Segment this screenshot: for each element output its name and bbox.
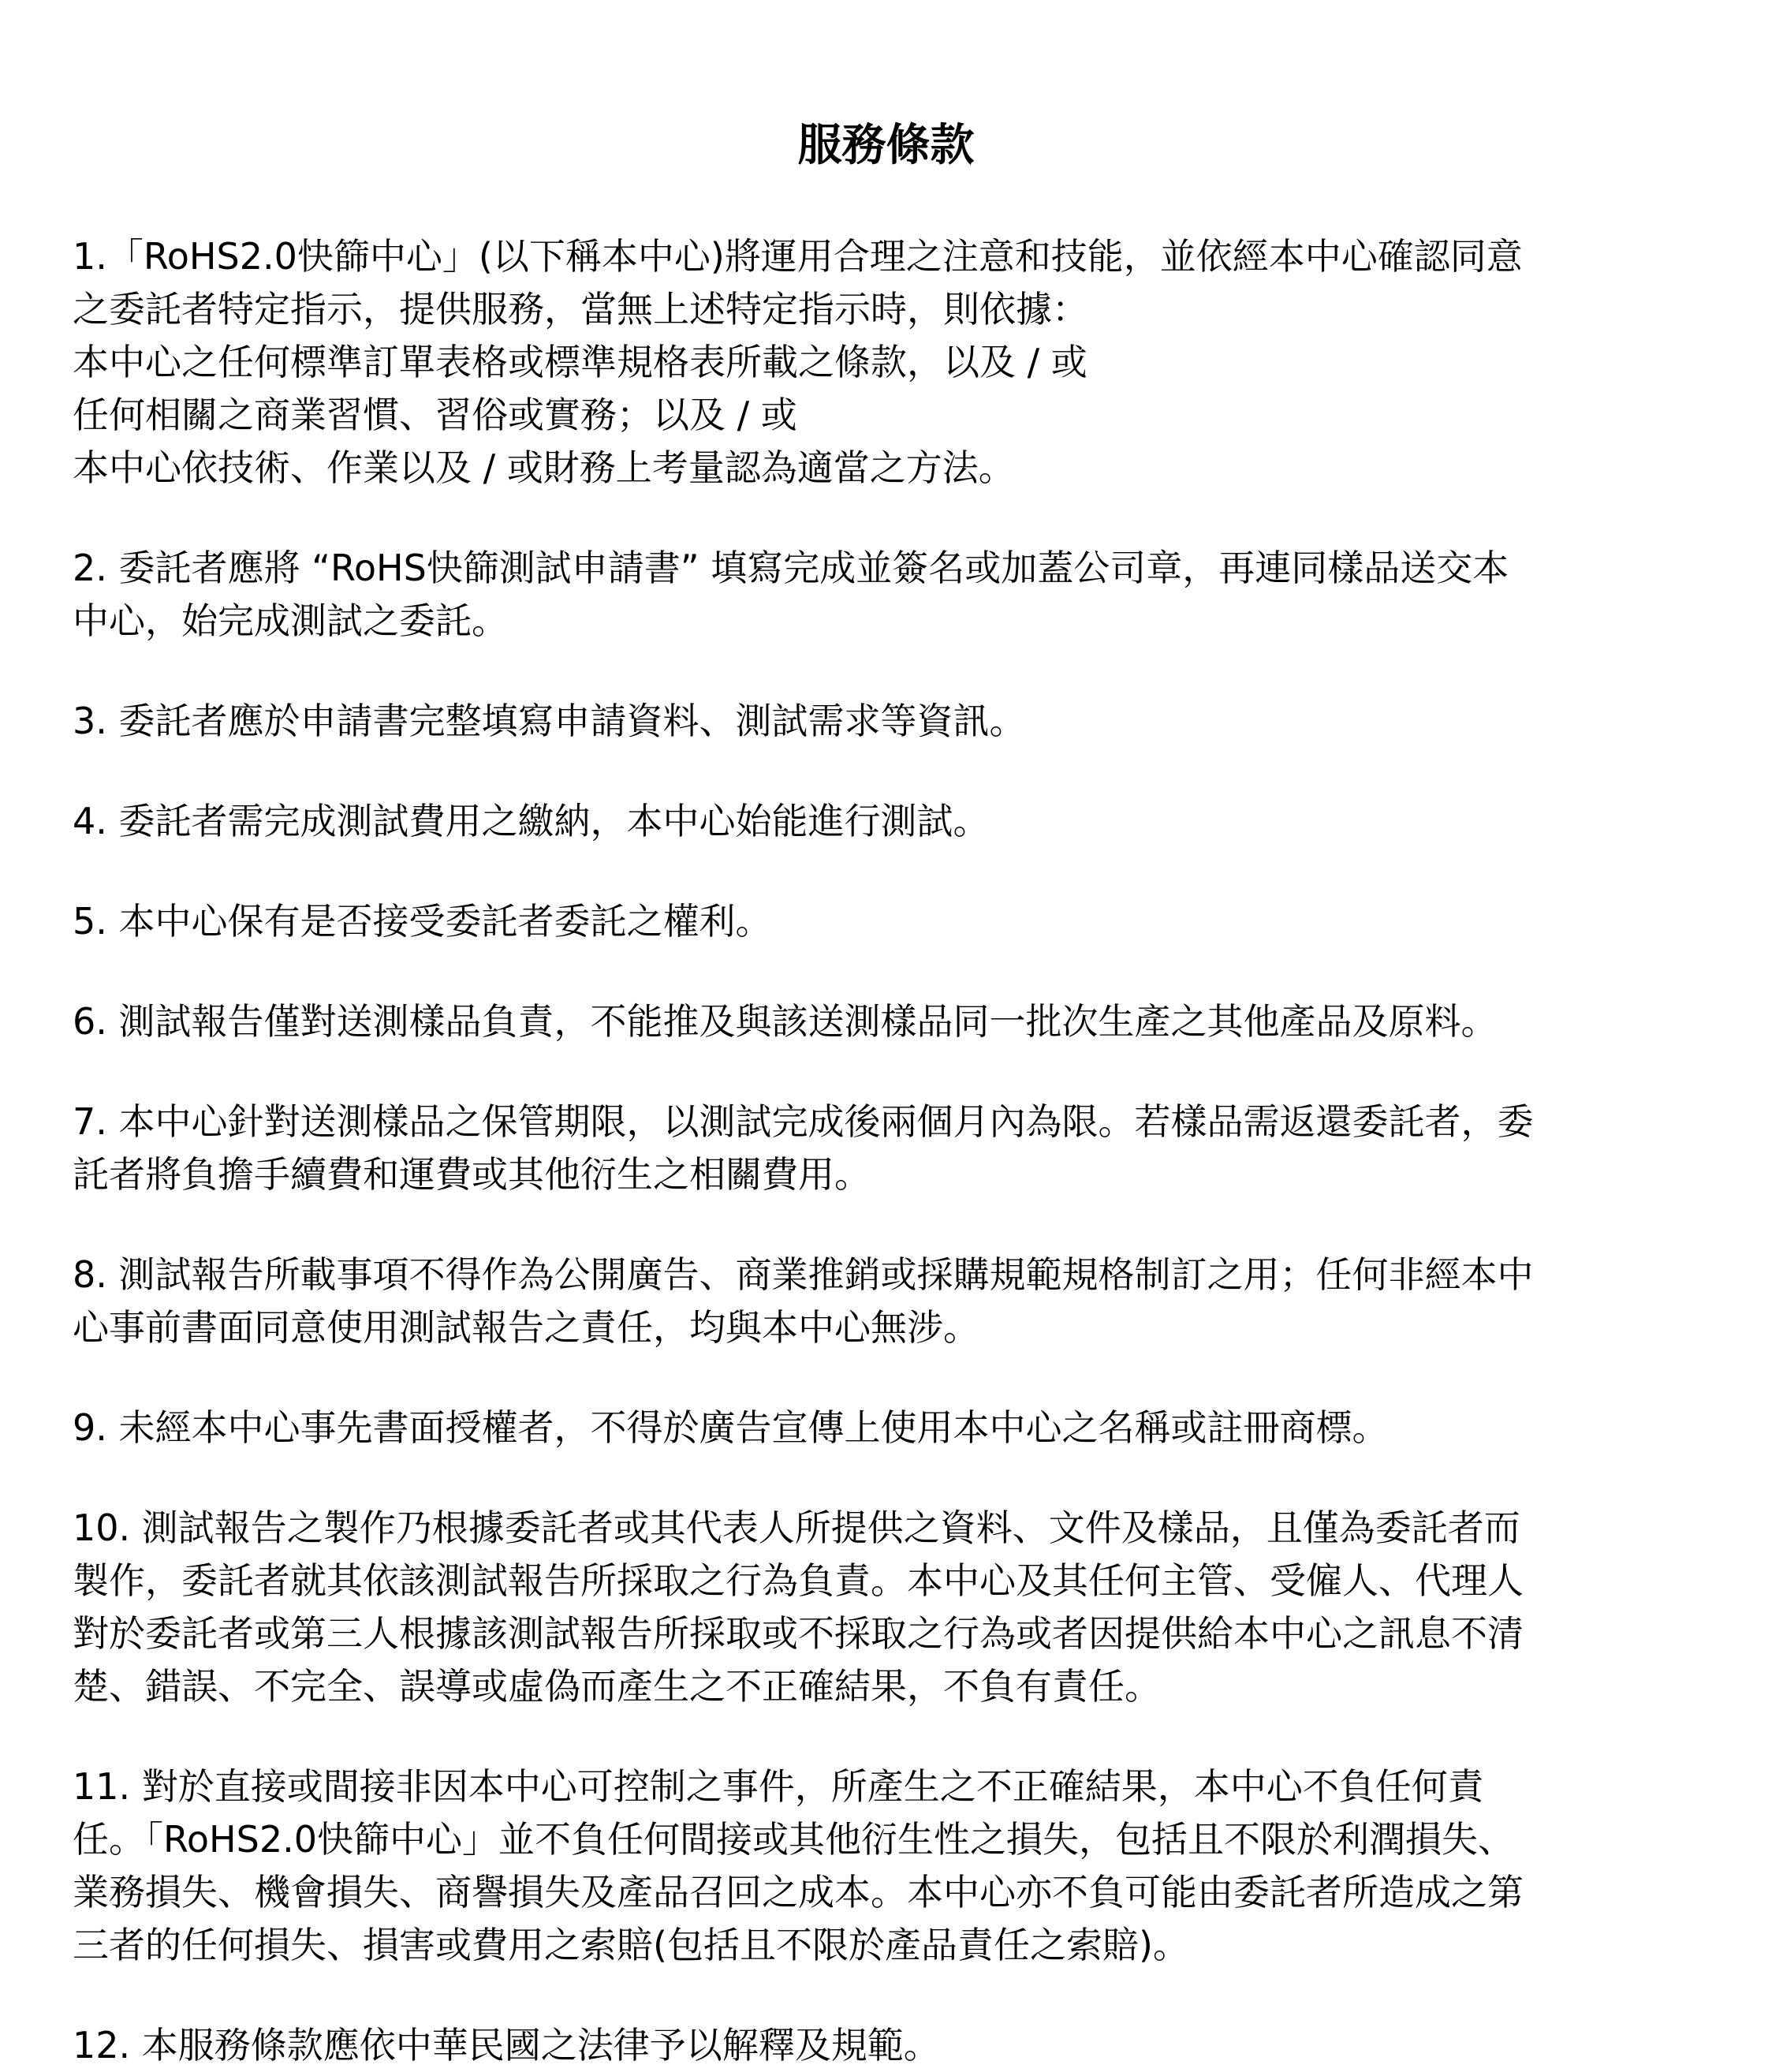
term-line: 楚、錯誤、不完全、誤導或虛偽而產生之不正確結果，不負有責任。 xyxy=(73,1665,1161,1708)
term-line: 4. 委託者需完成測試費用之繳納，本中心始能進行測試。 xyxy=(73,800,990,842)
term-line: 本中心之任何標準訂單表格或標準規格表所載之條款，以及 / 或 xyxy=(73,341,1087,383)
term-line: 任何相關之商業習慣、習俗或實務；以及 / 或 xyxy=(73,394,797,436)
term-item-10 xyxy=(73,1502,1681,1713)
terms-list xyxy=(73,230,1681,2072)
term-line: 託者將負擔手續費和運費或其他衍生之相關費用。 xyxy=(73,1153,871,1196)
term-item-2 xyxy=(73,542,1681,648)
term-line: 1.「RoHS2.0快篩中心」(以下稱本中心)將運用合理之注意和技能，並依經本中心確認同意 xyxy=(73,235,1523,278)
term-line: 5. 本中心保有是否接受委託者委託之權利。 xyxy=(73,900,772,943)
term-line: 12. 本服務條款應依中華民國之法律予以解釋及規範。 xyxy=(73,2024,940,2066)
term-line: 9. 未經本中心事先書面授權者，不得於廣告宣傳上使用本中心之名稱或註冊商標。 xyxy=(73,1406,1389,1449)
term-line: 10. 測試報告之製作乃根據委託者或其代表人所提供之資料、文件及樣品，且僅為委託者而 xyxy=(73,1506,1520,1549)
term-item-7 xyxy=(73,1096,1681,1201)
term-item-4 xyxy=(73,795,1681,848)
term-line: 業務損失、機會損失、商譽損失及產品召回之成本。本中心亦不負可能由委託者所造成之第 xyxy=(73,1871,1524,1913)
term-line: 本中心依技術、作業以及 / 或財務上考量認為適當之方法。 xyxy=(73,446,1015,489)
term-item-6 xyxy=(73,995,1681,1048)
term-item-3 xyxy=(73,695,1681,748)
term-line: 之委託者特定指示，提供服務，當無上述特定指示時，則依據： xyxy=(73,288,1088,330)
term-line: 8. 測試報告所載事項不得作為公開廣告、商業推銷或採購規範規格制訂之用；任何非經本中 xyxy=(73,1253,1534,1296)
term-line: 6. 測試報告僅對送測樣品負責，不能推及與該送測樣品同一批次生產之其他產品及原料。 xyxy=(73,1000,1498,1043)
term-item-11 xyxy=(73,1760,1681,1972)
term-item-5 xyxy=(73,895,1681,948)
term-line: 對於委託者或第三人根據該測試報告所採取或不採取之行為或者因提供給本中心之訊息不清 xyxy=(73,1612,1524,1655)
document-title: 服務條款 xyxy=(797,120,975,171)
term-line: 7. 本中心針對送測樣品之保管期限，以測試完成後兩個月內為限。若樣品需返還委託者，委 xyxy=(73,1100,1534,1143)
term-line: 3. 委託者應於申請書完整填寫申請資料、測試需求等資訊。 xyxy=(73,700,1026,742)
term-line: 11. 對於直接或間接非因本中心可控制之事件，所產生之不正確結果，本中心不負任何責 xyxy=(73,1765,1484,1808)
term-line: 2. 委託者應將 “RoHS快篩測試申請書” 填寫完成並簽名或加蓋公司章，再連同樣品送交本 xyxy=(73,547,1509,589)
term-item-9 xyxy=(73,1402,1681,1454)
term-item-8 xyxy=(73,1249,1681,1354)
term-line: 心事前書面同意使用測試報告之責任，均與本中心無涉。 xyxy=(73,1306,979,1349)
term-item-12 xyxy=(73,2019,1681,2072)
term-line: 任。「RoHS2.0快篩中心」並不負任何間接或其他衍生性之損失，包括且不限於利潤損失、 xyxy=(73,1818,1514,1861)
term-item-1 xyxy=(73,230,1681,495)
term-line: 中心，始完成測試之委託。 xyxy=(73,599,508,642)
term-line: 三者的任何損失、損害或費用之索賠(包括且不限於產品責任之索賠)。 xyxy=(73,1924,1189,1966)
term-line: 製作，委託者就其依該測試報告所採取之行為負責。本中心及其任何主管、受僱人、代理人 xyxy=(73,1559,1524,1602)
